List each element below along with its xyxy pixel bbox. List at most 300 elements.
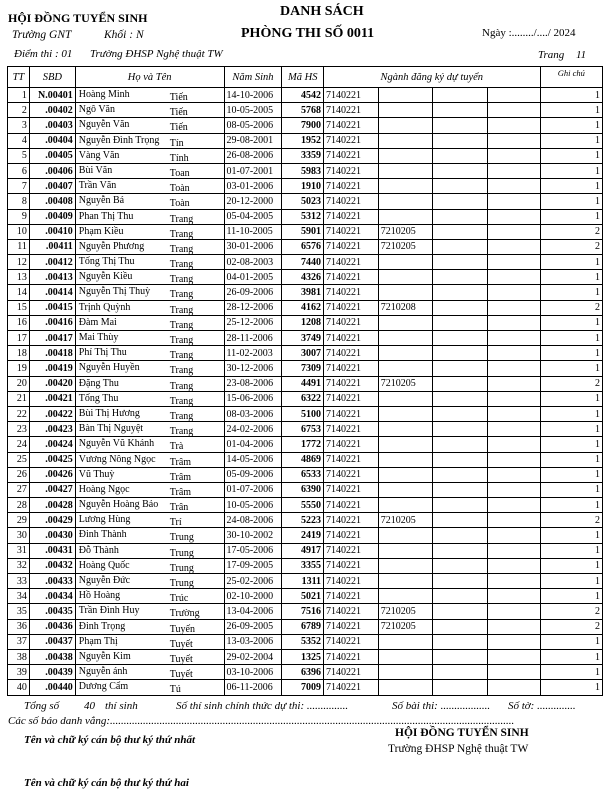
major-1: 7140221	[324, 634, 379, 649]
row-number: 20	[8, 376, 30, 391]
major-1: 7140221	[324, 482, 379, 497]
row-number: 14	[8, 285, 30, 300]
row-number: 39	[8, 665, 30, 680]
major-1: 7140221	[324, 574, 379, 589]
candidate-name	[75, 209, 224, 224]
candidate-given-name: Trân	[169, 502, 189, 513]
birth-date: 01-07-2006	[224, 482, 282, 497]
table-row	[8, 422, 603, 437]
student-code: 1772	[282, 437, 324, 452]
candidate-name	[75, 194, 224, 209]
row-number: 9	[8, 209, 30, 224]
row-number: 15	[8, 300, 30, 315]
page-label: Trang	[538, 49, 565, 61]
row-number: 24	[8, 437, 30, 452]
table-row	[8, 619, 603, 634]
major-2	[378, 346, 433, 361]
note: 1	[540, 422, 602, 437]
birth-date: 04-01-2005	[224, 270, 282, 285]
row-number: 2	[8, 103, 30, 118]
khoi-label: Khối : N	[104, 29, 144, 41]
candidate-surname: Phạm Thị	[78, 635, 118, 647]
student-code: 6396	[282, 665, 324, 680]
candidate-number: .00410	[29, 224, 75, 239]
candidate-name	[75, 437, 224, 452]
birth-date: 05-09-2006	[224, 467, 282, 482]
table-row	[8, 574, 603, 589]
candidate-given-name: Trang	[169, 228, 194, 240]
candidate-surname: Phạm Kiều	[78, 225, 124, 237]
birth-date: 05-04-2005	[224, 209, 282, 224]
major-3	[433, 194, 488, 209]
major-1: 7140221	[324, 558, 379, 573]
candidate-given-name: Toàn	[169, 198, 190, 209]
table-header-row	[8, 67, 603, 88]
student-code: 6390	[282, 482, 324, 497]
candidate-surname: Ngô Văn	[78, 104, 115, 116]
candidate-given-name: Tuyết	[169, 669, 193, 680]
major-3	[433, 604, 488, 619]
candidate-number: .00405	[29, 148, 75, 163]
candidate-name	[75, 604, 224, 619]
major-4	[488, 88, 541, 103]
candidate-name	[75, 361, 224, 376]
major-4	[488, 482, 541, 497]
candidate-surname: Hoàng Quốc	[78, 559, 130, 571]
birth-date: 03-10-2006	[224, 665, 282, 680]
candidate-surname: Đàm Mai	[78, 316, 117, 328]
candidate-name	[75, 406, 224, 421]
birth-date: 26-08-2006	[224, 148, 282, 163]
candidate-number: .00435	[29, 604, 75, 619]
row-number: 5	[8, 148, 30, 163]
candidate-given-name: Tiến	[169, 122, 188, 134]
birth-date: 26-09-2006	[224, 285, 282, 300]
row-number: 29	[8, 513, 30, 528]
table-row	[8, 376, 603, 391]
student-code: 6753	[282, 422, 324, 437]
note: 1	[540, 209, 602, 224]
note: 1	[540, 346, 602, 361]
student-code: 6576	[282, 239, 324, 254]
candidate-number: N.00401	[29, 88, 75, 103]
major-3	[433, 346, 488, 361]
major-3	[433, 331, 488, 346]
row-number: 6	[8, 163, 30, 178]
absent-numbers: Các số báo danh vắng:...................................................................................................................................................	[8, 715, 515, 727]
candidate-given-name: Tiến	[169, 107, 188, 118]
note: 1	[540, 452, 602, 467]
major-1: 7140221	[324, 665, 379, 680]
candidate-given-name: Tuyết	[169, 638, 193, 650]
major-1: 7140221	[324, 422, 379, 437]
table-row	[8, 391, 603, 406]
candidate-surname: Nguyễn Văn	[78, 119, 130, 131]
candidate-name	[75, 239, 224, 254]
major-1: 7140221	[324, 498, 379, 513]
row-number: 3	[8, 118, 30, 133]
row-number: 30	[8, 528, 30, 543]
major-4	[488, 133, 541, 148]
student-code: 4917	[282, 543, 324, 558]
candidate-name	[75, 589, 224, 604]
table-row	[8, 148, 603, 163]
major-2	[378, 467, 433, 482]
major-3	[433, 163, 488, 178]
table-row	[8, 467, 603, 482]
student-code: 5021	[282, 589, 324, 604]
table-row	[8, 680, 603, 695]
major-2	[378, 649, 433, 664]
major-4	[488, 103, 541, 118]
candidate-name	[75, 498, 224, 513]
sheet-count: Số tờ: ..............	[508, 700, 576, 712]
major-2	[378, 634, 433, 649]
secretary1-signature-label: Tên và chữ ký cán bộ thư ký thứ nhất	[24, 734, 196, 746]
row-number: 23	[8, 422, 30, 437]
major-4	[488, 649, 541, 664]
major-3	[433, 589, 488, 604]
page-number: 11	[576, 49, 587, 61]
major-2	[378, 118, 433, 133]
major-4	[488, 300, 541, 315]
candidate-given-name: Trung	[169, 547, 194, 559]
birth-date: 28-12-2006	[224, 300, 282, 315]
candidate-surname: Nguyễn Đức	[78, 575, 131, 586]
candidate-name	[75, 300, 224, 315]
major-2	[378, 361, 433, 376]
major-1: 7140221	[324, 437, 379, 452]
exam-location-label: Điểm thi : 01	[14, 48, 73, 60]
candidate-name	[75, 163, 224, 178]
major-1: 7140221	[324, 543, 379, 558]
major-1: 7140221	[324, 649, 379, 664]
major-4	[488, 194, 541, 209]
student-code: 5352	[282, 634, 324, 649]
note: 1	[540, 574, 602, 589]
note: 1	[540, 361, 602, 376]
major-2	[378, 665, 433, 680]
candidate-number: .00409	[29, 209, 75, 224]
major-4	[488, 680, 541, 695]
major-1: 7140221	[324, 513, 379, 528]
candidate-given-name: Trúc	[169, 593, 189, 604]
candidate-number: .00437	[29, 634, 75, 649]
row-number: 27	[8, 482, 30, 497]
note: 2	[540, 224, 602, 239]
major-2	[378, 437, 433, 452]
candidate-name	[75, 482, 224, 497]
student-code: 6789	[282, 619, 324, 634]
birth-date: 02-08-2003	[224, 255, 282, 270]
note: 1	[540, 270, 602, 285]
row-number: 36	[8, 619, 30, 634]
birth-date: 14-10-2006	[224, 88, 282, 103]
major-1: 7140221	[324, 361, 379, 376]
major-2	[378, 179, 433, 194]
candidate-given-name: Trí	[169, 517, 182, 528]
council-sign-school: Trường ĐHSP Nghệ thuật TW	[388, 743, 529, 755]
candidate-number: .00414	[29, 285, 75, 300]
student-code: 1311	[282, 574, 324, 589]
birth-date: 11-10-2005	[224, 224, 282, 239]
candidate-number: .00422	[29, 406, 75, 421]
major-3	[433, 285, 488, 300]
major-4	[488, 574, 541, 589]
major-4	[488, 285, 541, 300]
candidate-name	[75, 103, 224, 118]
birth-date: 01-04-2006	[224, 437, 282, 452]
table-row	[8, 649, 603, 664]
candidate-surname: Đỗ Thành	[78, 544, 119, 556]
note: 1	[540, 467, 602, 482]
major-4	[488, 239, 541, 254]
table-row	[8, 589, 603, 604]
student-code: 3981	[282, 285, 324, 300]
major-3	[433, 467, 488, 482]
table-row	[8, 315, 603, 330]
major-3	[433, 255, 488, 270]
major-2	[378, 163, 433, 178]
major-4	[488, 619, 541, 634]
candidate-number: .00421	[29, 391, 75, 406]
major-4	[488, 437, 541, 452]
student-code: 4326	[282, 270, 324, 285]
candidate-name	[75, 148, 224, 163]
candidate-name	[75, 649, 224, 664]
major-1: 7140221	[324, 194, 379, 209]
row-number: 38	[8, 649, 30, 664]
candidate-surname: Tống Thị Thu	[78, 256, 135, 268]
candidate-surname: Lương Hùng	[78, 514, 131, 526]
row-number: 11	[8, 239, 30, 254]
candidate-given-name: Trang	[169, 395, 194, 407]
table-row	[8, 103, 603, 118]
candidate-number: .00430	[29, 528, 75, 543]
row-number: 13	[8, 270, 30, 285]
major-3	[433, 148, 488, 163]
major-3	[433, 391, 488, 406]
major-3	[433, 513, 488, 528]
candidate-given-name: Trang	[169, 426, 194, 437]
birth-date: 20-12-2000	[224, 194, 282, 209]
major-4	[488, 255, 541, 270]
student-code: 6322	[282, 391, 324, 406]
note: 1	[540, 179, 602, 194]
table-row	[8, 179, 603, 194]
major-2	[378, 422, 433, 437]
table-row	[8, 239, 603, 254]
major-1: 7140221	[324, 300, 379, 315]
candidate-number: .00427	[29, 482, 75, 497]
student-code: 1910	[282, 179, 324, 194]
major-2	[378, 528, 433, 543]
major-2: 7210208	[378, 300, 433, 315]
candidate-surname: Trần Văn	[78, 180, 117, 192]
table-row	[8, 498, 603, 513]
note: 2	[540, 513, 602, 528]
candidate-table	[7, 66, 603, 696]
candidate-number: .00434	[29, 589, 75, 604]
major-3	[433, 543, 488, 558]
candidate-number: .00436	[29, 619, 75, 634]
major-1: 7140221	[324, 331, 379, 346]
major-4	[488, 604, 541, 619]
major-2	[378, 194, 433, 209]
candidate-given-name: Tiến	[169, 92, 188, 103]
candidate-number: .00429	[29, 513, 75, 528]
birth-date: 02-10-2000	[224, 589, 282, 604]
birth-date: 29-08-2001	[224, 133, 282, 148]
major-1: 7140221	[324, 270, 379, 285]
candidate-name	[75, 558, 224, 573]
candidate-given-name: Trung	[169, 578, 194, 589]
candidate-surname: Đặng Thu	[78, 377, 119, 389]
table-row	[8, 543, 603, 558]
candidate-surname: Hoàng Minh	[78, 89, 130, 100]
major-3	[433, 103, 488, 118]
major-4	[488, 209, 541, 224]
major-4	[488, 558, 541, 573]
note: 1	[540, 665, 602, 680]
candidate-given-name: Tuyết	[169, 653, 193, 665]
candidate-surname: Đinh Trọng	[78, 620, 126, 632]
row-number: 28	[8, 498, 30, 513]
row-number: 33	[8, 574, 30, 589]
birth-date: 25-02-2006	[224, 574, 282, 589]
birth-date: 28-11-2006	[224, 331, 282, 346]
student-code: 5312	[282, 209, 324, 224]
student-code: 5768	[282, 103, 324, 118]
major-2	[378, 255, 433, 270]
major-1: 7140221	[324, 467, 379, 482]
major-2	[378, 285, 433, 300]
candidate-given-name: Trang	[169, 274, 194, 285]
table-row	[8, 209, 603, 224]
candidate-name	[75, 665, 224, 680]
row-number: 8	[8, 194, 30, 209]
candidate-surname: Trịnh Quỳnh	[78, 301, 131, 313]
candidate-given-name: Trang	[169, 259, 194, 270]
major-4	[488, 179, 541, 194]
birth-date: 30-10-2002	[224, 528, 282, 543]
major-4	[488, 315, 541, 330]
note: 1	[540, 315, 602, 330]
major-2	[378, 558, 433, 573]
table-row	[8, 331, 603, 346]
document-title: DANH SÁCH	[280, 4, 364, 19]
candidate-given-name: Trà	[169, 441, 184, 452]
candidate-name	[75, 619, 224, 634]
candidate-name	[75, 285, 224, 300]
major-3	[433, 118, 488, 133]
candidate-given-name: Tín	[169, 137, 184, 149]
candidate-surname: Bùi Thị Hương	[78, 407, 140, 419]
table-row	[8, 513, 603, 528]
major-2	[378, 209, 433, 224]
major-3	[433, 361, 488, 376]
candidate-surname: Nguyễn Đình Trọng	[78, 134, 160, 146]
candidate-number: .00423	[29, 422, 75, 437]
major-4	[488, 452, 541, 467]
table-row	[8, 194, 603, 209]
major-4	[488, 422, 541, 437]
birth-date: 01-07-2001	[224, 163, 282, 178]
birth-date: 13-04-2006	[224, 604, 282, 619]
major-1: 7140221	[324, 315, 379, 330]
candidate-name	[75, 346, 224, 361]
student-code: 7440	[282, 255, 324, 270]
candidate-given-name: Trang	[169, 213, 194, 225]
major-1: 7140221	[324, 103, 379, 118]
major-2	[378, 315, 433, 330]
candidate-name	[75, 255, 224, 270]
table-row	[8, 133, 603, 148]
candidate-number: .00417	[29, 331, 75, 346]
birth-date: 13-03-2006	[224, 634, 282, 649]
student-code: 7516	[282, 604, 324, 619]
row-number: 37	[8, 634, 30, 649]
birth-date: 30-12-2006	[224, 361, 282, 376]
student-code: 3355	[282, 558, 324, 573]
candidate-surname: Nguyễn Kim	[78, 650, 131, 662]
major-2	[378, 680, 433, 695]
candidate-surname: Vũ Thuỳ	[78, 468, 115, 480]
major-4	[488, 361, 541, 376]
student-code: 4869	[282, 452, 324, 467]
major-4	[488, 224, 541, 239]
major-1: 7140221	[324, 376, 379, 391]
major-4	[488, 513, 541, 528]
candidate-surname: Nguyễn Kiều	[78, 271, 133, 283]
student-code: 2419	[282, 528, 324, 543]
major-1: 7140221	[324, 619, 379, 634]
major-3	[433, 680, 488, 695]
major-4	[488, 543, 541, 558]
major-1: 7140221	[324, 391, 379, 406]
candidate-number: .00413	[29, 270, 75, 285]
candidate-surname: Nguyễn Thị Thuỳ	[78, 286, 151, 298]
major-4	[488, 589, 541, 604]
header-nganh: Ngành đăng ký dự tuyển	[324, 67, 541, 88]
major-1: 7140221	[324, 239, 379, 254]
candidate-surname: Nguyễn ánh	[78, 666, 128, 678]
major-3	[433, 270, 488, 285]
candidate-given-name: Trang	[169, 410, 194, 422]
candidate-name	[75, 467, 224, 482]
row-number: 26	[8, 467, 30, 482]
table-row	[8, 452, 603, 467]
candidate-surname: Nguyễn Huyền	[78, 362, 140, 374]
candidate-given-name: Trang	[169, 243, 194, 255]
candidate-name	[75, 179, 224, 194]
major-4	[488, 406, 541, 421]
major-3	[433, 239, 488, 254]
birth-date: 10-05-2006	[224, 498, 282, 513]
major-2: 7210205	[378, 224, 433, 239]
table-row	[8, 163, 603, 178]
major-2	[378, 88, 433, 103]
table-row	[8, 224, 603, 239]
birth-date: 26-09-2005	[224, 619, 282, 634]
candidate-name	[75, 574, 224, 589]
candidate-number: .00433	[29, 574, 75, 589]
header-ghi-chu: Ghi chú	[540, 67, 602, 88]
major-1: 7140221	[324, 118, 379, 133]
major-1: 7140221	[324, 148, 379, 163]
major-3	[433, 619, 488, 634]
table-row	[8, 406, 603, 421]
